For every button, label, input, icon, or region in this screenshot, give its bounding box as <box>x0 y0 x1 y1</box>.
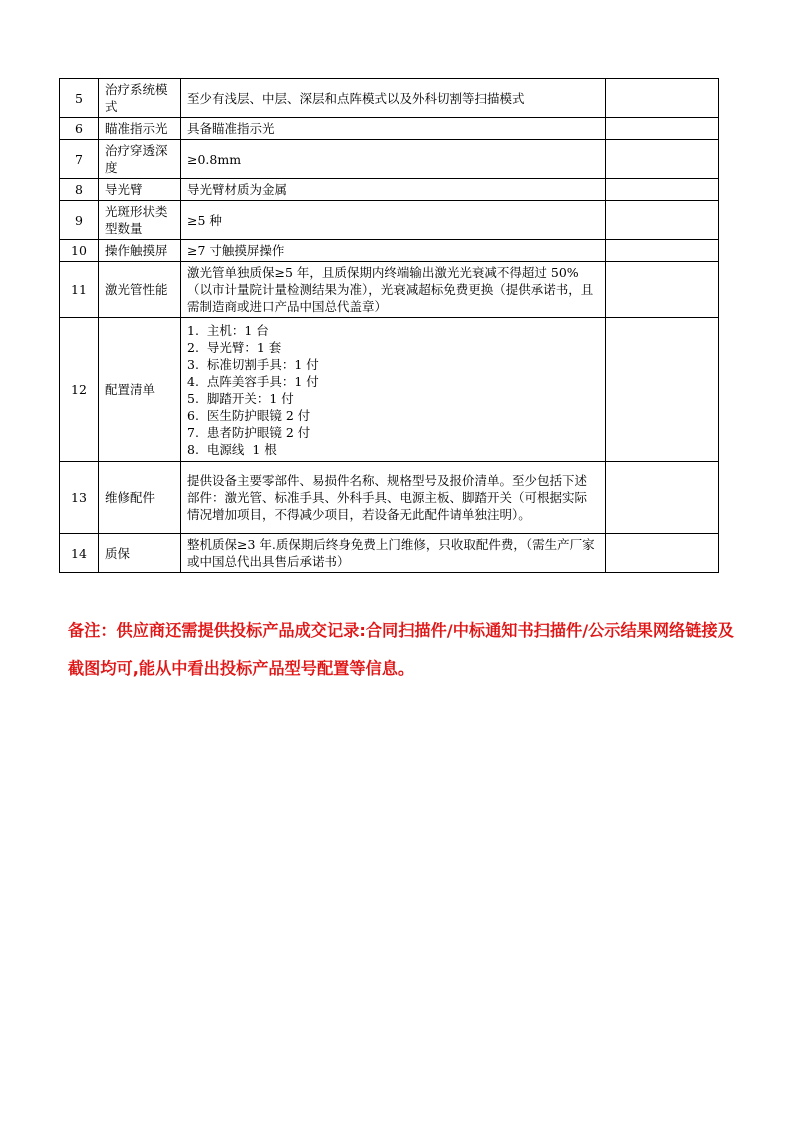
row-remark <box>606 201 719 240</box>
row-spec <box>181 462 606 534</box>
spec-line: 7. 患者防护眼镜 2 付 <box>187 424 311 440</box>
row-number: 8 <box>60 179 99 201</box>
row-spec <box>181 201 606 240</box>
row-remark <box>606 462 719 534</box>
spec-line: 提供设备主要零部件、易损件名称、规格型号及报价清单。至少包括下述部件：激光管、标准手具、外科手具、电源主板、脚踏开关（可根据实际情况增加项目，不得减少项目，若设备无此配件请单独注明）。 <box>187 473 588 522</box>
row-number: 14 <box>60 534 99 573</box>
table-row <box>60 140 719 179</box>
row-item-name: 治疗穿透深度 <box>99 140 181 179</box>
table-row <box>60 118 719 140</box>
row-number: 12 <box>60 318 99 462</box>
spec-line: 5. 脚踏开关：1 付 <box>187 390 294 406</box>
spec-line: ≥5 种 <box>187 212 222 228</box>
row-remark <box>606 262 719 318</box>
row-spec <box>181 534 606 573</box>
table-row <box>60 462 719 534</box>
row-remark <box>606 118 719 140</box>
note-text: 备注：供应商还需提供投标产品成交记录:合同扫描件/中标通知书扫描件/公示结果网络链接及截图均可,能从中看出投标产品型号配置等信息。 <box>68 621 734 678</box>
row-remark <box>606 318 719 462</box>
row-spec <box>181 118 606 140</box>
spec-table <box>59 78 719 573</box>
table-row <box>60 201 719 240</box>
row-spec <box>181 179 606 201</box>
spec-table-body <box>60 79 719 573</box>
spec-line: 至少有浅层、中层、深层和点阵模式以及外科切割等扫描模式 <box>187 90 525 106</box>
spec-line: 具备瞄准指示光 <box>187 121 275 136</box>
row-spec <box>181 240 606 262</box>
table-row <box>60 318 719 462</box>
row-number: 9 <box>60 201 99 240</box>
row-remark <box>606 240 719 262</box>
table-row <box>60 262 719 318</box>
row-item-name: 导光臂 <box>99 179 181 201</box>
row-number: 13 <box>60 462 99 534</box>
spec-line: 4. 点阵美容手具：1 付 <box>187 373 319 389</box>
row-number: 11 <box>60 262 99 318</box>
row-number: 6 <box>60 118 99 140</box>
row-item-name: 操作触摸屏 <box>99 240 181 262</box>
table-row <box>60 240 719 262</box>
spec-line: ≥7 寸触摸屏操作 <box>187 243 285 258</box>
row-item-name: 治疗系统模式 <box>99 79 181 118</box>
row-number: 7 <box>60 140 99 179</box>
spec-line: 导光臂材质为金属 <box>187 182 288 197</box>
row-number: 5 <box>60 79 99 118</box>
spec-line: 2. 导光臂：1 套 <box>187 339 282 355</box>
row-spec <box>181 262 606 318</box>
row-remark <box>606 179 719 201</box>
row-item-name: 维修配件 <box>99 462 181 534</box>
row-spec <box>181 79 606 118</box>
row-remark <box>606 140 719 179</box>
spec-line: 3. 标准切割手具：1 付 <box>187 356 319 372</box>
row-remark <box>606 79 719 118</box>
row-item-name: 光斑形状类型数量 <box>99 201 181 240</box>
spec-line: 1. 主机：1 台 <box>187 322 269 338</box>
spec-line: 整机质保≥3 年.质保期后终身免费上门维修，只收取配件费，（需生产厂家或中国总代出具售后承诺书） <box>187 537 595 569</box>
row-item-name: 瞄准指示光 <box>99 118 181 140</box>
spec-line: 激光管单独质保≥5 年，且质保期内终端输出激光光衰减不得超过 50%（以市计量院计量检测结果为准），光衰减超标免费更换（提供承诺书，且需制造商或进口产品中国总代盖章） <box>187 265 594 314</box>
spec-line: ≥0.8mm <box>187 151 242 167</box>
row-spec <box>181 318 606 462</box>
row-item-name: 质保 <box>99 534 181 573</box>
row-remark <box>606 534 719 573</box>
table-row <box>60 534 719 573</box>
row-item-name: 配置清单 <box>99 318 181 462</box>
table-row <box>60 179 719 201</box>
spec-line: 6. 医生防护眼镜 2 付 <box>187 407 311 423</box>
row-number: 10 <box>60 240 99 262</box>
spec-line: 8. 电源线 1 根 <box>187 441 277 457</box>
row-spec <box>181 140 606 179</box>
row-item-name: 激光管性能 <box>99 262 181 318</box>
table-row <box>60 79 719 118</box>
